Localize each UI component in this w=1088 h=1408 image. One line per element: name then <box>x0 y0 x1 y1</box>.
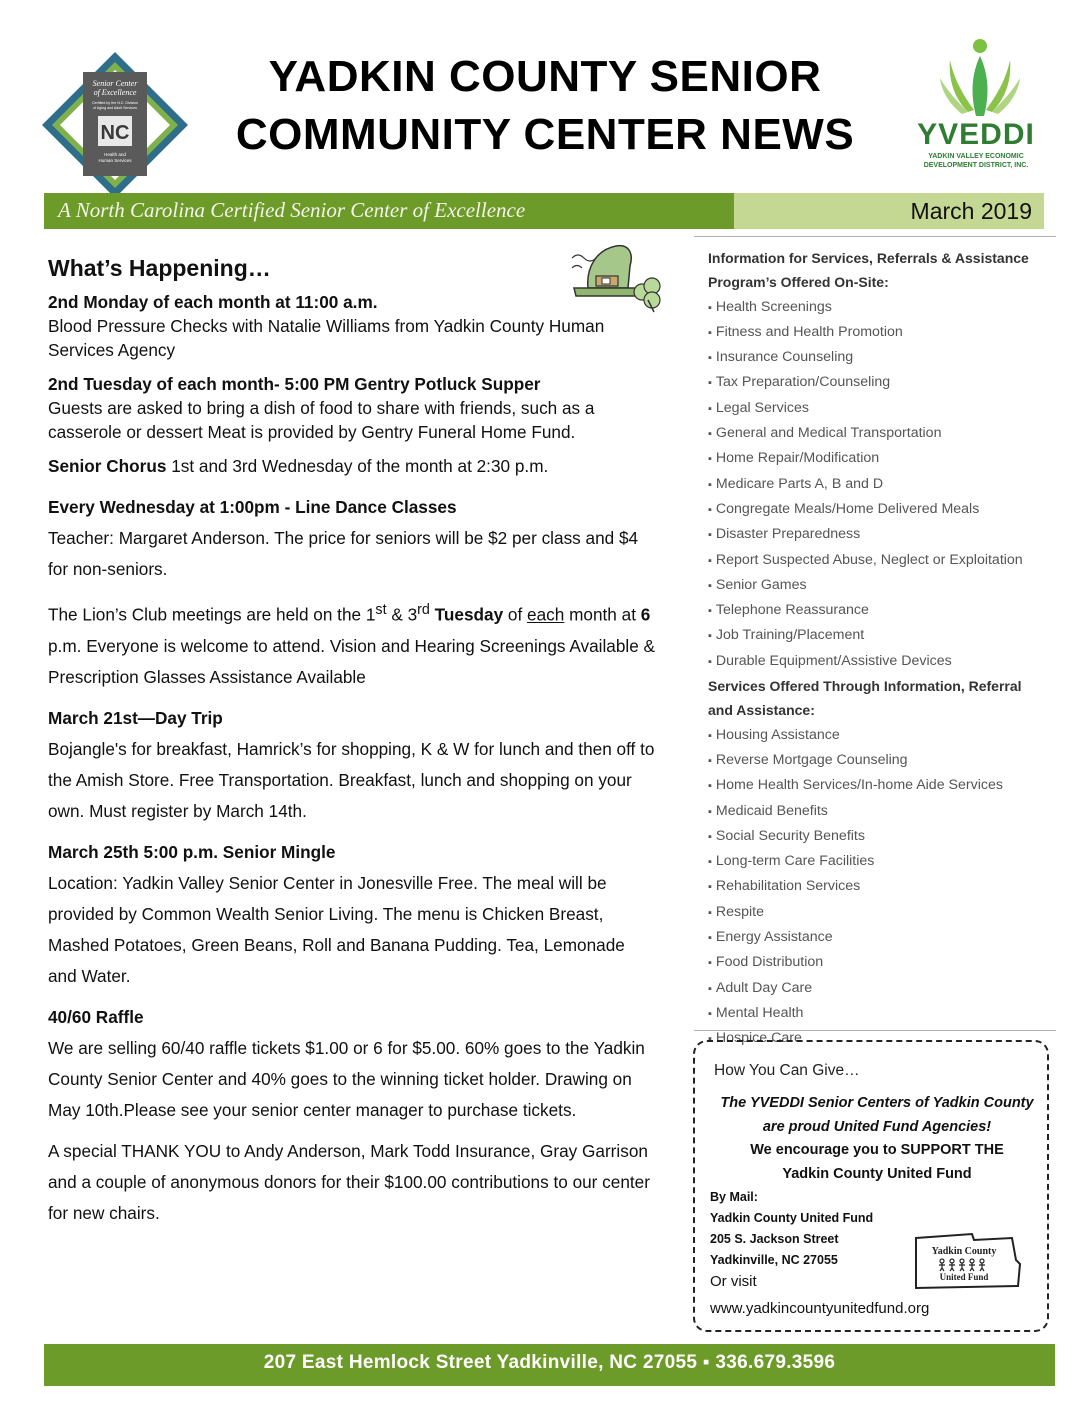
support-line-2: Yadkin County United Fund <box>782 1165 972 1182</box>
yveddi-subtitle-line-1: YADKIN VALLEY ECONOMIC <box>928 153 1024 160</box>
day-trip-item <box>48 703 658 827</box>
services-heading: Information for Services, Referrals & Assistance <box>708 250 1029 266</box>
onsite-program-item: ▪ Legal Services <box>708 396 1048 421</box>
onsite-program-item: ▪ Tax Preparation/Counseling <box>708 370 1048 395</box>
or-visit-text: Or visit <box>710 1273 757 1290</box>
lions-text-b: & 3 <box>386 604 418 625</box>
referral-service-item: ▪ Respite <box>708 900 1048 925</box>
svg-text:Yadkin County: Yadkin County <box>931 1246 997 1257</box>
services-section <box>708 246 1048 1052</box>
onsite-program-item: ▪ Insurance Counseling <box>708 345 1048 370</box>
senior-mingle-heading: March 25th 5:00 p.m. Senior Mingle <box>48 841 336 862</box>
raffle-item <box>48 1002 658 1126</box>
chorus-heading: Senior Chorus <box>48 456 167 476</box>
blood-pressure-item <box>48 290 658 362</box>
chorus-item <box>48 454 658 478</box>
onsite-program-item: ▪ Disaster Preparedness <box>708 522 1048 547</box>
lions-text-a: The Lion’s Club meetings are held on the 1 <box>48 604 376 625</box>
referral-service-item: ▪ Rehabilitation Services <box>708 874 1048 899</box>
mail-name: Yadkin County United Fund <box>710 1211 874 1225</box>
onsite-programs-heading: Program’s Offered On-Site: <box>708 274 889 291</box>
whats-happening-section <box>48 255 658 1239</box>
onsite-program-item: ▪ General and Medical Transportation <box>708 421 1048 446</box>
referral-services-list <box>708 723 1048 1052</box>
lions-text-h: p.m. Everyone is welcome to attend. Vision and Hearing Screenings Available & Prescription Glasses Assistance Available <box>48 635 655 687</box>
lions-sup-2: rd <box>417 602 430 618</box>
day-trip-text: Bojangle's for breakfast, Hamrick’s for shopping, K & W for lunch and then off to the Amish Store. Free Transportation. Breakfast, lunch and shopping on your own. Must register by March 14th. <box>48 738 655 821</box>
yveddi-figures-icon <box>910 38 1050 118</box>
county-map-icon <box>912 1230 1024 1292</box>
potluck-item <box>48 372 658 444</box>
chorus-text: 1st and 3rd Wednesday of the month at 2:30 p.m. <box>166 456 549 476</box>
onsite-programs-list <box>708 295 1048 674</box>
united-fund-line-2: are proud United Fund Agencies! <box>762 1118 992 1135</box>
mail-label: By Mail: <box>710 1190 758 1204</box>
yveddi-subtitle-line-2: DEVELOPMENT DISTRICT, INC. <box>923 162 1029 169</box>
referral-service-item: ▪ Social Security Benefits <box>708 824 1048 849</box>
date-banner <box>734 193 1044 229</box>
tagline-text: A North Carolina Certified Senior Center of Excellence <box>58 198 526 222</box>
day-trip-heading: March 21st—Day Trip <box>48 707 223 728</box>
newsletter-title-line-1: YADKIN COUNTY SENIOR <box>268 52 822 101</box>
onsite-program-item: ▪ Report Suspected Abuse, Neglect or Exploitation <box>708 548 1048 573</box>
thank-you-item <box>48 1136 658 1229</box>
potluck-heading: 2nd Tuesday of each month- 5:00 PM Gentry Potluck Supper <box>48 374 541 394</box>
blood-pressure-text: Blood Pressure Checks with Natalie Williams from Yadkin County Human Services Agency <box>48 316 605 360</box>
referral-service-item: ▪ Medicaid Benefits <box>708 799 1048 824</box>
line-dance-text: Teacher: Margaret Anderson. The price for seniors will be $2 per class and $4 for non-seniors. <box>48 528 639 579</box>
onsite-program-item: ▪ Congregate Meals/Home Delivered Meals <box>708 497 1048 522</box>
yveddi-logo-subtitle <box>912 152 1040 170</box>
senior-center-excellence-badge <box>40 50 190 200</box>
thank-you-text: A special THANK YOU to Andy Anderson, Mark Todd Insurance, Gray Garrison and a couple of anonymous donors for their $100.00 contributions to our center for new chairs. <box>48 1140 650 1223</box>
referral-service-item: ▪ Housing Assistance <box>708 723 1048 748</box>
lions-text-tuesday: Tuesday <box>429 604 504 625</box>
lions-club-item <box>48 595 658 693</box>
line-dance-item <box>48 492 658 585</box>
senior-mingle-item <box>48 837 658 992</box>
onsite-program-item: ▪ Durable Equipment/Assistive Devices <box>708 649 1048 674</box>
give-title: How You Can Give… <box>714 1062 860 1079</box>
svg-text:Human Services: Human Services <box>98 158 132 163</box>
referral-services-heading: Services Offered Through Information, Referral and Assistance: <box>708 678 1022 719</box>
whats-happening-heading: What’s Happening… <box>48 255 271 281</box>
svg-text:Health and: Health and <box>104 152 126 157</box>
blood-pressure-heading: 2nd Monday of each month at 11:00 a.m. <box>48 292 378 312</box>
lions-text-f: month at <box>564 604 641 625</box>
badge-diamond-icon <box>40 50 190 200</box>
onsite-program-item: ▪ Medicare Parts A, B and D <box>708 472 1048 497</box>
svg-text:Certified by the N.C. Division: Certified by the N.C. Division <box>92 101 138 105</box>
onsite-program-item: ▪ Job Training/Placement <box>708 623 1048 648</box>
united-fund-website-link[interactable]: www.yadkincountyunitedfund.org <box>710 1300 930 1317</box>
potluck-text: Guests are asked to bring a dish of food to share with friends, such as a casserole or dessert Meat is provided by Gentry Funeral Home Fund. <box>48 398 595 442</box>
referral-service-item: ▪ Hospice Care <box>708 1026 1048 1051</box>
lions-text-d: of <box>503 604 528 625</box>
referral-service-item: ▪ Energy Assistance <box>708 925 1048 950</box>
svg-text:NC: NC <box>100 122 130 144</box>
referral-service-item: ▪ Long-term Care Facilities <box>708 849 1048 874</box>
raffle-text: We are selling 60/40 raffle tickets $1.00 or 6 for $5.00. 60% goes to the Yadkin County Senior Center and 40% goes to the winning ticket holder. Drawing on May 10th.Please see your senior center manager to purchase tickets. <box>48 1037 645 1120</box>
svg-text:of Excellence: of Excellence <box>93 88 137 97</box>
onsite-program-item: ▪ Health Screenings <box>708 295 1048 320</box>
footer-bar <box>44 1344 1055 1386</box>
newsletter-title-line-2: COMMUNITY CENTER NEWS <box>235 110 855 159</box>
svg-text:of Aging and Adult Services: of Aging and Adult Services <box>93 106 137 110</box>
onsite-program-item: ▪ Home Repair/Modification <box>708 446 1048 471</box>
referral-service-item: ▪ Adult Day Care <box>708 976 1048 1001</box>
footer-address: 207 East Hemlock Street Yadkinville, NC 27055 ▪ 336.679.3596 <box>263 1352 836 1373</box>
senior-mingle-text: Location: Yadkin Valley Senior Center in Jonesville Free. The meal will be provided by Common Wealth Senior Living. The menu is Chicken Breast, Mashed Potatoes, Green Beans, Roll and Banana Pudding. Tea, Lemonade and Water. <box>48 872 625 986</box>
lions-text-each: each <box>527 604 565 625</box>
support-line-1: We encourage you to SUPPORT THE <box>750 1142 1004 1158</box>
referral-service-item: ▪ Home Health Services/In-home Aide Services <box>708 773 1048 798</box>
mail-address-block <box>710 1187 910 1271</box>
lions-sup-1: st <box>375 602 387 618</box>
referral-service-item: ▪ Reverse Mortgage Counseling <box>708 748 1048 773</box>
united-fund-county-logo <box>912 1230 1024 1292</box>
lions-text-6: 6 <box>640 604 651 625</box>
mail-city: Yadkinville, NC 27055 <box>710 1253 838 1267</box>
raffle-heading: 40/60 Raffle <box>48 1006 144 1027</box>
right-column-top-divider <box>694 236 1056 237</box>
issue-date: March 2019 <box>910 198 1032 224</box>
referral-service-item: ▪ Mental Health <box>708 1001 1048 1026</box>
onsite-program-item: ▪ Fitness and Health Promotion <box>708 320 1048 345</box>
united-fund-agencies-text <box>712 1092 1042 1139</box>
line-dance-heading: Every Wednesday at 1:00pm - Line Dance Classes <box>48 497 457 517</box>
svg-text:Senior Center: Senior Center <box>92 79 138 88</box>
onsite-program-item: ▪ Telephone Reassurance <box>708 598 1048 623</box>
support-united-fund-text <box>712 1139 1042 1186</box>
united-fund-line-1: The YVEDDI Senior Centers of Yadkin County <box>720 1095 1034 1111</box>
yveddi-logo-name: YVEDDI <box>917 118 1035 151</box>
referral-service-item: ▪ Food Distribution <box>708 950 1048 975</box>
tagline-banner <box>44 193 734 229</box>
onsite-program-item: ▪ Senior Games <box>708 573 1048 598</box>
svg-text:United Fund: United Fund <box>939 1272 989 1282</box>
mail-street: 205 S. Jackson Street <box>710 1232 839 1246</box>
